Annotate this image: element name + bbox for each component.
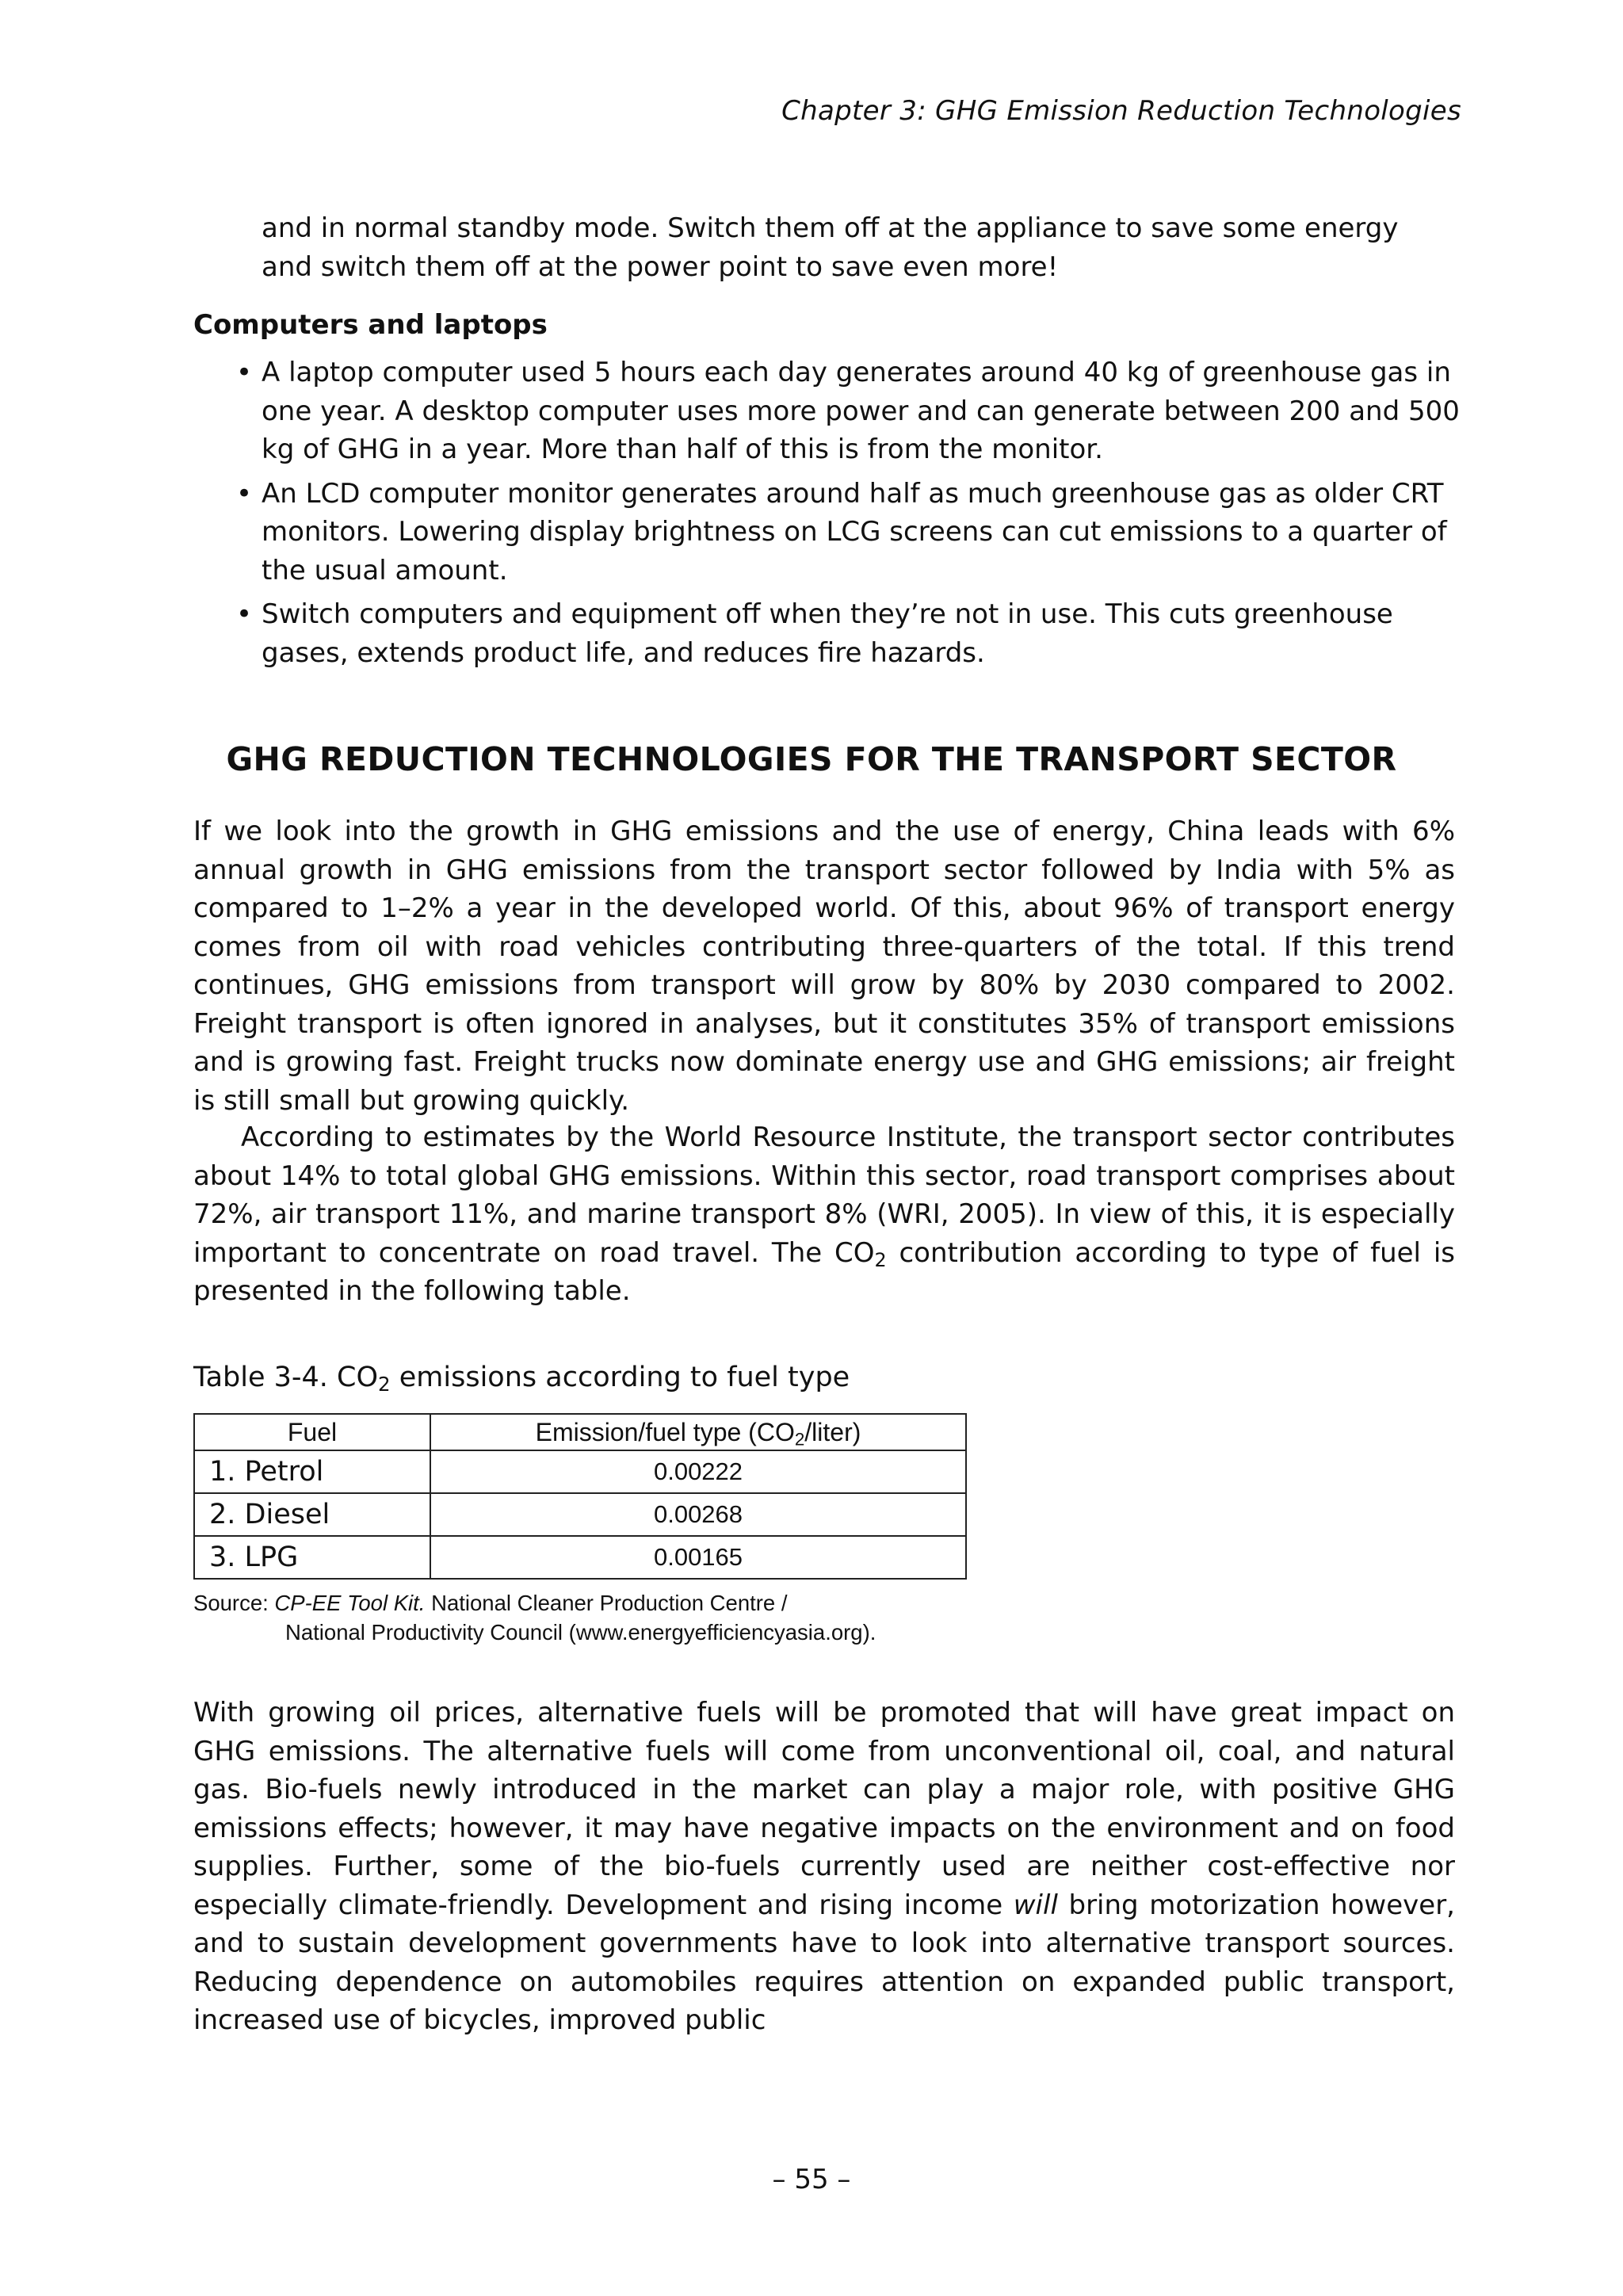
paragraph-text-start: With growing oil prices, alternative fuels will be promoted that will have great impact on GHG emissions. The alternative fuels will come from unconventional oil, coal, and natural gas. Bio-fuels newly introduced in the market can play a major role, with positive GHG emissions effects; however, it may have negative impacts on the environment and on food supplies. Further, some of the bio-fuels currently used are neither cost-effective nor especially climate-friendly. Development and rising income [193, 1697, 1455, 1921]
table-caption [193, 1362, 850, 1396]
header-text: Emission/fuel type (CO [535, 1417, 795, 1446]
bullet-text: An LCD computer monitor generates around half as much greenhouse gas as older CRT monitors. Lowering display brightness on LCG screens can cut emissions to a quarter of the usual amount. [262, 477, 1447, 586]
source-title: CP-EE Tool Kit. [274, 1591, 426, 1615]
header-text-end: /liter) [804, 1417, 861, 1446]
caption-suffix: emissions according to fuel type [390, 1362, 850, 1393]
subscript: 2 [794, 1429, 805, 1450]
table-source-note [193, 1588, 876, 1647]
list-item [236, 353, 1466, 469]
paragraph-text [193, 1118, 1455, 1311]
alternative-fuels-paragraph [193, 1694, 1455, 2040]
transport-paragraph-2 [193, 1118, 1455, 1311]
source-line-1 [193, 1588, 876, 1618]
source-text: National Cleaner Production Centre / [425, 1591, 788, 1615]
subscript: 2 [378, 1373, 391, 1396]
table-row [194, 1450, 966, 1493]
paragraph-text [193, 1694, 1455, 2040]
table-row [194, 1493, 966, 1536]
column-header-fuel: Fuel [194, 1414, 430, 1450]
emission-value-cell: 0.00268 [430, 1493, 966, 1536]
transport-paragraph-1 [193, 812, 1455, 1120]
intro-paragraph: and in normal standby mode. Switch them off at the appliance to save some energy and switch them off at the power point to save even more! [262, 212, 1399, 283]
subscript: 2 [874, 1248, 887, 1271]
fuel-emissions-table [193, 1413, 967, 1580]
paragraph-text-end: bring motorization however, and to sustain development governments have to look into alternative transport sources. Reducing dependence on automobiles requires attention on expanded public transport, increased use of bicycles, improved public [193, 1889, 1455, 2036]
section-heading: GHG REDUCTION TECHNOLOGIES FOR THE TRANSPORT SECTOR [226, 740, 1397, 778]
list-item [236, 475, 1466, 590]
emission-value-cell: 0.00165 [430, 1536, 966, 1579]
fuel-cell: 3. LPG [194, 1536, 430, 1579]
fuel-cell: 2. Diesel [194, 1493, 430, 1536]
page-number: – 55 – [772, 2164, 851, 2195]
list-item [236, 595, 1466, 672]
table-header-row [194, 1414, 966, 1450]
bullet-text: Switch computers and equipment off when they’re not in use. This cuts greenhouse gases, extends product life, and reduces fire hazards. [262, 598, 1393, 669]
column-header-emission [430, 1414, 966, 1450]
emphasis-text: will [1013, 1889, 1058, 1921]
paragraph-text: If we look into the growth in GHG emissions and the use of energy, China leads with 6% annual growth in GHG emissions from the transport sector followed by India with 5% as compared to 1–2% a year in the developed world. Of this, about 96% of transport energy comes from oil with road vehicles contributing three-quarters of the total. If this trend continues, GHG emissions from transport will grow by 80% by 2030 compared to 2002. Freight transport is often ignored in analyses, but it constitutes 35% of transport emissions and is growing fast. Freight trucks now dominate energy use and GHG emissions; air freight is still small but growing quickly. [193, 816, 1455, 1117]
bullet-text: A laptop computer used 5 hours each day generates around 40 kg of greenhouse gas in one year. A desktop computer uses more power and can generate between 200 and 500 kg of GHG in a year. More than half of this is from the monitor. [262, 357, 1460, 465]
paragraph-text-end: contribution according to type of fuel is presented in the following table. [193, 1236, 1455, 1307]
emission-value-cell: 0.00222 [430, 1450, 966, 1493]
computers-heading: Computers and laptops [193, 309, 548, 341]
table-row [194, 1536, 966, 1579]
computers-bullet-list [236, 353, 1466, 678]
bullet-icon: • [236, 598, 253, 630]
bullet-icon: • [236, 357, 253, 388]
source-label: Source: [193, 1591, 275, 1615]
source-line-2: National Productivity Council (www.energyefficiencyasia.org). [285, 1620, 876, 1645]
running-header: Chapter 3: GHG Emission Reduction Technologies [781, 95, 1461, 127]
fuel-cell: 1. Petrol [194, 1450, 430, 1493]
paragraph-text-main: According to estimates by the World Resource Institute, the transport sector contributes about 14% to total global GHG emissions. Within this sector, road transport comprises about 72%, air transport 11%, and marine transport 8% (WRI, 2005). In view of this, it is especially important to concentrate on road travel. The CO [193, 1121, 1455, 1269]
caption-prefix: Table 3-4. CO [193, 1362, 379, 1393]
bullet-icon: • [236, 477, 253, 510]
